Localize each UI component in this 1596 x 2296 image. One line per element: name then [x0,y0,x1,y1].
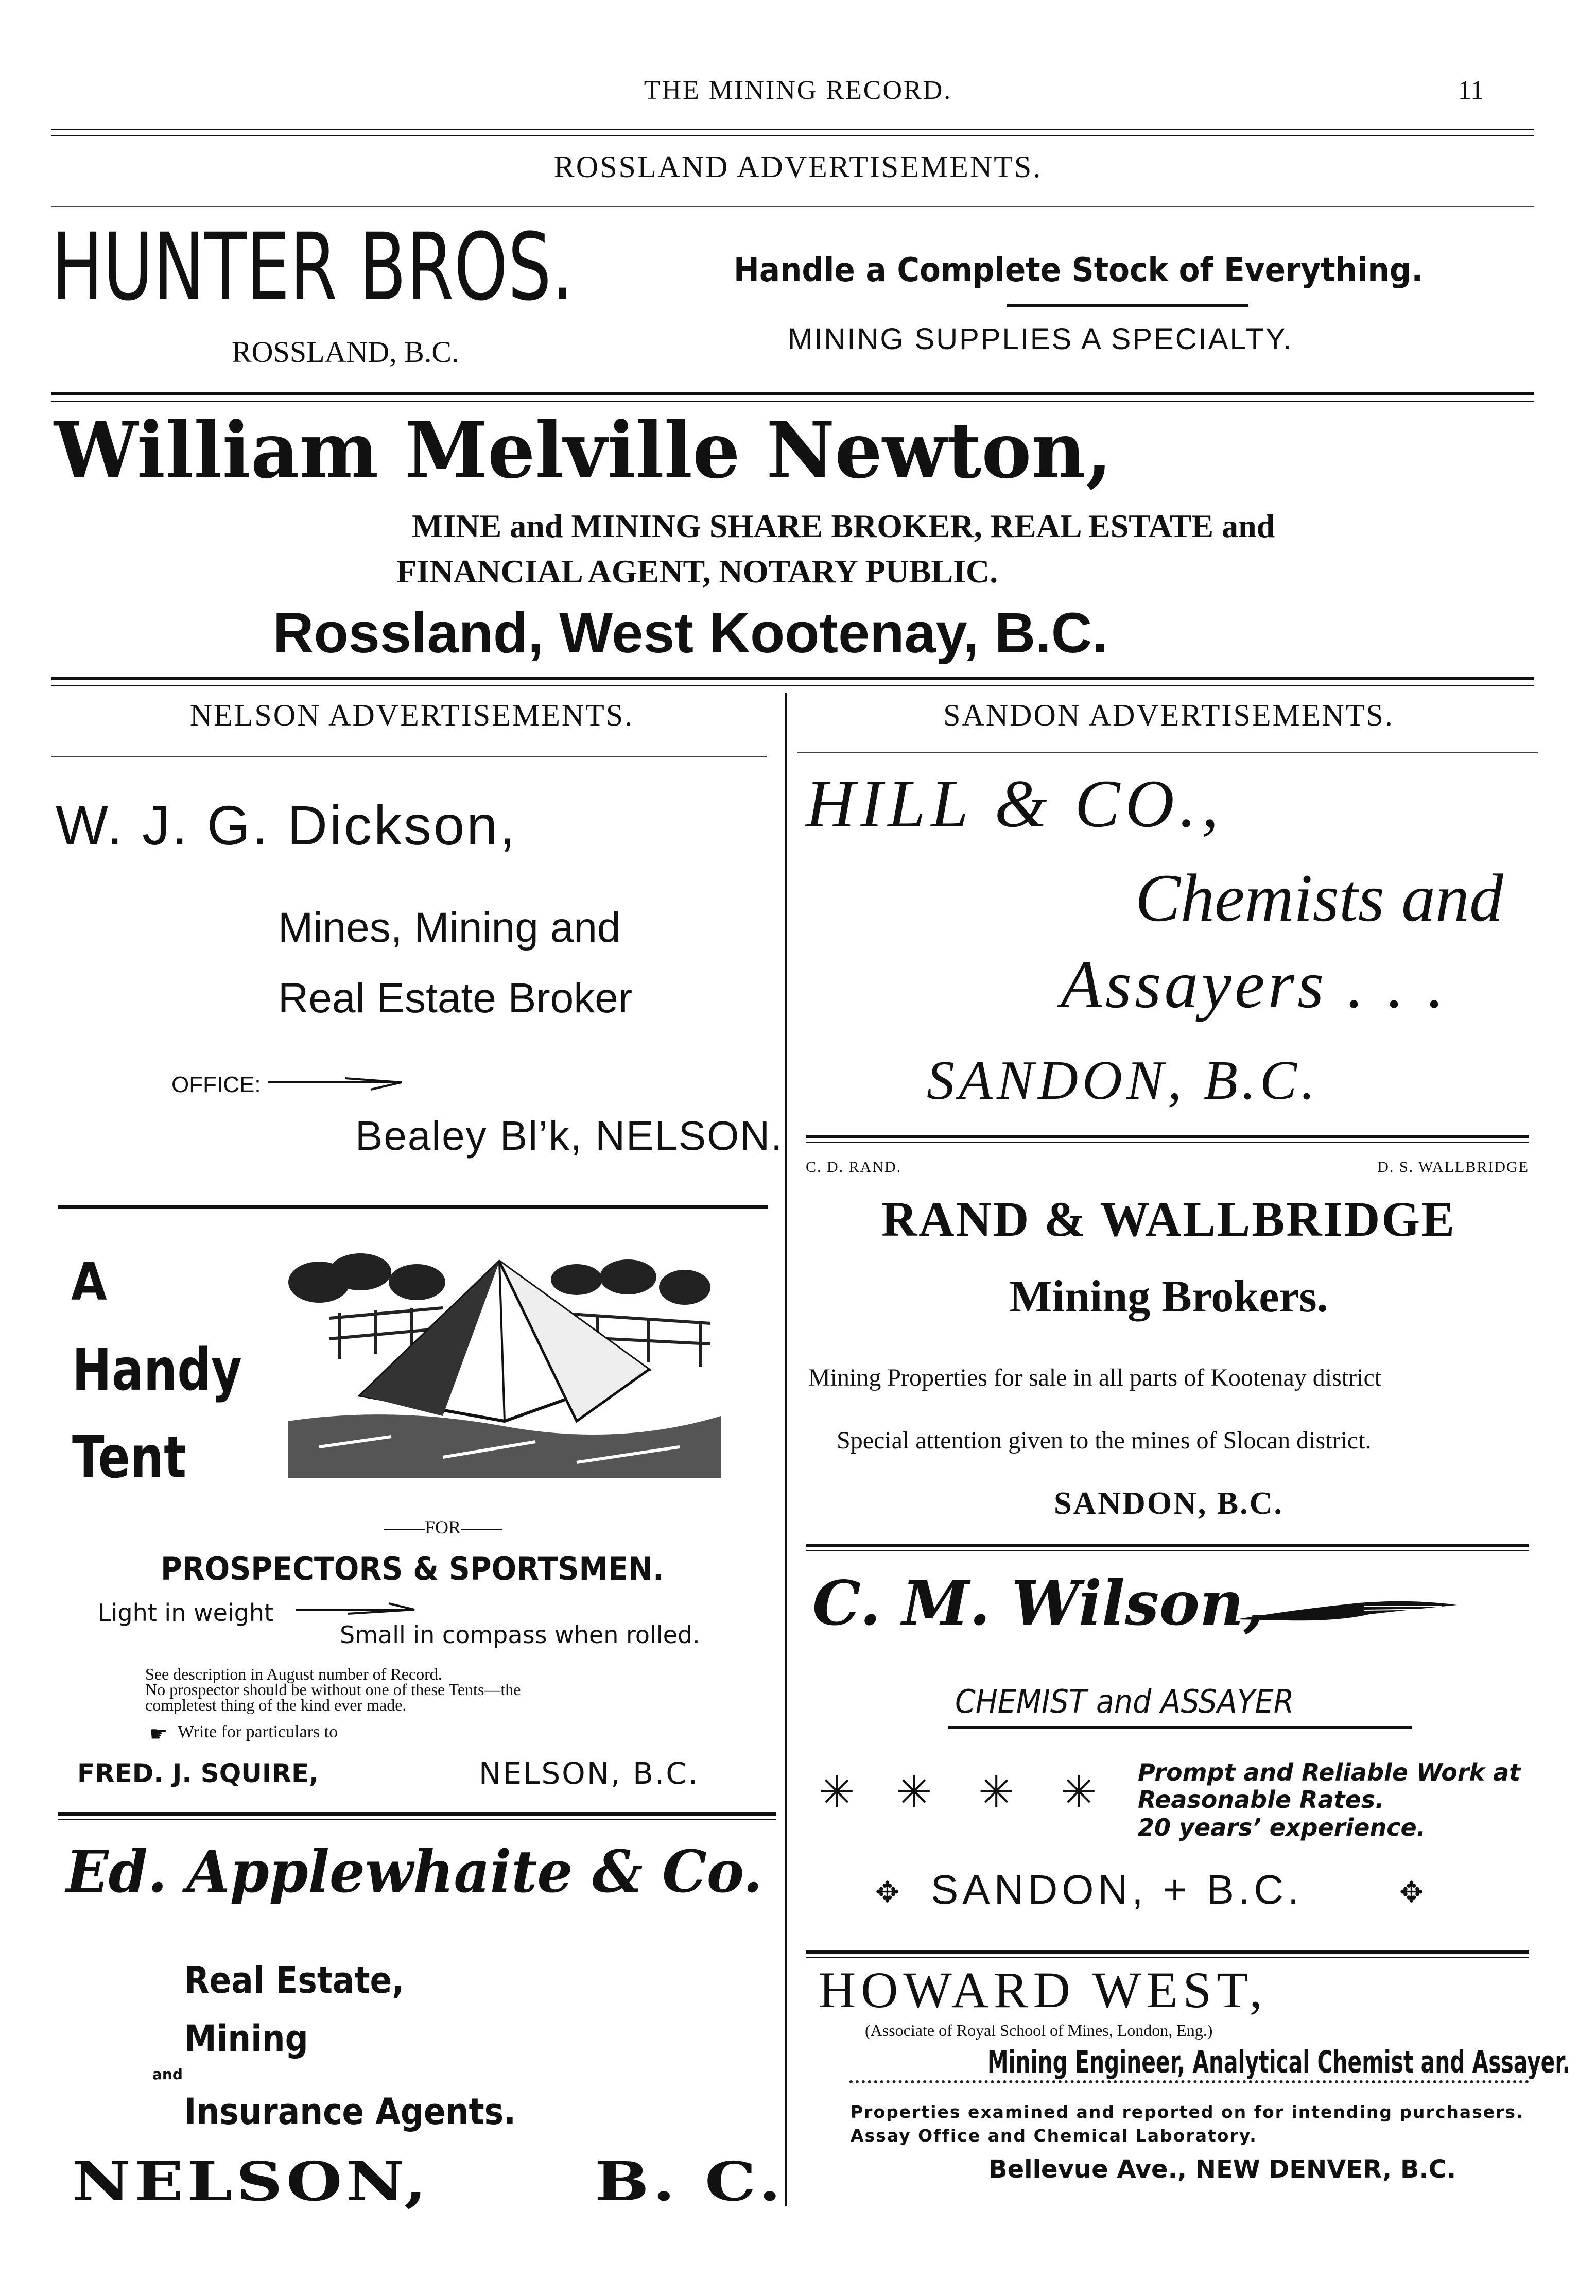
hunter-bros-name-text: HUNTER BROS. [51,214,574,321]
west-assoc: (Associate of Royal School of Mines, London, Eng.) [865,2021,1213,2040]
rand-place: SANDON, B.C. [1054,1486,1283,1521]
star-icon-3: ✳ [978,1769,1015,1817]
applewhaite-name-text: Ed. Applewhaite & Co. [66,1838,763,1906]
applewhaite-line2 [184,2017,322,2060]
wilson-line3: 20 years’ experience. [1138,1814,1426,1841]
dickson-address: Bealey Bl’k, NELSON. [355,1113,784,1159]
header-rule-top [51,129,1534,130]
applewhaite-place-a [72,2150,430,2213]
applewhaite-place-b-text: B. C. [595,2150,785,2213]
hunter-bros-specialty: MINING SUPPLIES A SPECIALTY. [788,322,1293,356]
nelson-heading: NELSON ADVERTISEMENTS. [189,698,634,732]
column-divider [785,693,787,2206]
rand-partner-right: D. S. WALLBRIDGE [1377,1159,1529,1176]
flourish-icon [1236,1599,1462,1630]
wilson-top-rule [806,1544,1529,1547]
rand-partner-left: C. D. RAND. [806,1159,902,1176]
pointer-line-icon [268,1075,412,1091]
west-role [987,2044,1596,2080]
nelson-heading-rule [51,756,767,757]
section-divider-rule-thin [51,685,1534,686]
wilson-top-rule-thin [806,1550,1529,1551]
tent-audience-text: PROSPECTORS & SPORTSMEN. [161,1550,664,1587]
west-role-text: Mining Engineer, Analytical Chemist and Assayer. [987,2044,1571,2080]
west-address: Bellevue Ave., NEW DENVER, B.C. [988,2155,1456,2184]
rand-top-rule-thin [806,1142,1529,1143]
tent-audience [161,1550,708,1587]
tent-line2-text: Handy [72,1337,242,1404]
tent-line1-text: A [71,1252,107,1312]
rand-top-rule [806,1135,1529,1138]
wilson-role [955,1683,1324,1720]
rand-name: RAND & WALLBRIDGE [881,1192,1456,1247]
star-icon-2: ✳ [896,1769,932,1817]
pointer-line-icon-2 [296,1601,430,1617]
rossland-heading-rule [51,206,1534,207]
applewhaite-line1-text: Real Estate, [184,1959,405,2001]
ornament-left-icon: ✥ [875,1877,899,1909]
dickson-name: W. J. G. Dickson, [56,794,517,856]
tent-line3-text: Tent [72,1424,187,1491]
west-top-rule-thin [806,1957,1529,1958]
tent-light: Light in weight [98,1599,274,1627]
applewhaite-place-b [595,2150,785,2213]
west-name: HOWARD WEST, [819,1961,1268,2018]
wilson-line2: Reasonable Rates. [1138,1786,1384,1814]
tent-line3 [72,1424,212,1491]
applewhaite-line3 [184,2091,553,2133]
tent-line1 [71,1252,111,1312]
running-title: THE MINING RECORD. [644,76,952,105]
applewhaite-name [66,1838,784,1906]
hunter-underline [1007,304,1248,307]
hunter-bros-name [51,214,756,321]
wilson-line1: Prompt and Reliable Work at [1138,1758,1521,1786]
tent-illustration [288,1251,721,1478]
tent-line2 [72,1337,279,1404]
hunter-bros-tagline-text: Handle a Complete Stock of Everything. [734,251,1423,289]
west-line2: Assay Office and Chemical Laboratory. [851,2126,1257,2146]
tent-desc3: completest thing of the kind ever made. [145,1696,407,1714]
applewhaite-line2-text: Mining [184,2017,308,2060]
tent-desc2: No prospector should be without one of these Tents—the [145,1680,521,1699]
applewhaite-line3-text: Insurance Agents. [184,2091,516,2133]
tent-contact-name: FRED. J. SQUIRE, [77,1758,319,1788]
dickson-line1: Mines, Mining and [278,904,621,951]
applewhaite-place-a-text: NELSON, [72,2150,430,2213]
rand-line2: Special attention given to the mines of Slocan district. [837,1427,1372,1454]
wilson-place: SANDON, + B.C. [931,1867,1304,1912]
dickson-line2: Real Estate Broker [278,975,633,1022]
sandon-heading-rule [797,752,1538,753]
applewhaite-top-rule [58,1812,776,1816]
header-rule-bottom [51,135,1534,136]
newton-top-rule [51,392,1534,395]
applewhaite-line1 [184,1959,429,2001]
rossland-heading: ROSSLAND ADVERTISEMENTS. [553,150,1043,184]
rand-role: Mining Brokers. [1009,1272,1328,1322]
newton-line1: MINE and MINING SHARE BROKER, REAL ESTATE and [412,508,1275,544]
newton-location: Rossland, West Kootenay, B.C. [273,601,1108,665]
hill-place: SANDON, B.C. [927,1050,1320,1111]
star-icon-1: ✳ [819,1769,855,1817]
hunter-bros-tagline [734,251,1475,289]
west-dotted-rule [849,2080,1529,2087]
newton-line2: FINANCIAL AGENT, NOTARY PUBLIC. [396,553,998,590]
hunter-bros-location: ROSSLAND, B.C. [232,335,459,369]
newton-name-text: William Melville Newton, [54,405,1112,496]
west-line1: Properties examined and reported on for intending purchasers. [851,2102,1524,2122]
applewhaite-top-rule-thin [58,1819,776,1820]
wilson-role-underline [948,1726,1412,1729]
hill-line1: Chemists and [1135,860,1503,936]
tent-contact-place: NELSON, B.C. [479,1756,700,1791]
hill-line2: Assayers . . . [1061,946,1448,1022]
page-number: 11 [1458,76,1484,105]
tent-small: Small in compass when rolled. [340,1621,700,1649]
wilson-name: C. M. Wilson, [812,1567,1265,1639]
tent-for-text: FOR [424,1517,461,1538]
star-icon-4: ✳ [1061,1769,1097,1817]
applewhaite-and: and [152,2066,183,2083]
section-divider-rule [51,677,1534,680]
sandon-heading: SANDON ADVERTISEMENTS. [943,698,1394,732]
pointing-hand-icon: ☛ [149,1722,168,1746]
rand-line1: Mining Properties for sale in all parts of Kootenay district [808,1364,1382,1391]
tent-desc1: See description in August number of Record. [145,1665,442,1683]
newton-top-rule-thin [51,401,1534,402]
tent-for-label [350,1516,535,1538]
ornament-right-icon: ✥ [1399,1877,1424,1909]
dickson-office-label: OFFICE: [171,1072,261,1097]
newton-name [54,405,1144,496]
hill-name: HILL & CO., [806,766,1224,841]
west-top-rule [806,1950,1529,1954]
tent-top-rule [58,1205,768,1209]
wilson-role-text: CHEMIST and ASSAYER [955,1683,1294,1720]
tent-write: Write for particulars to [178,1722,338,1741]
